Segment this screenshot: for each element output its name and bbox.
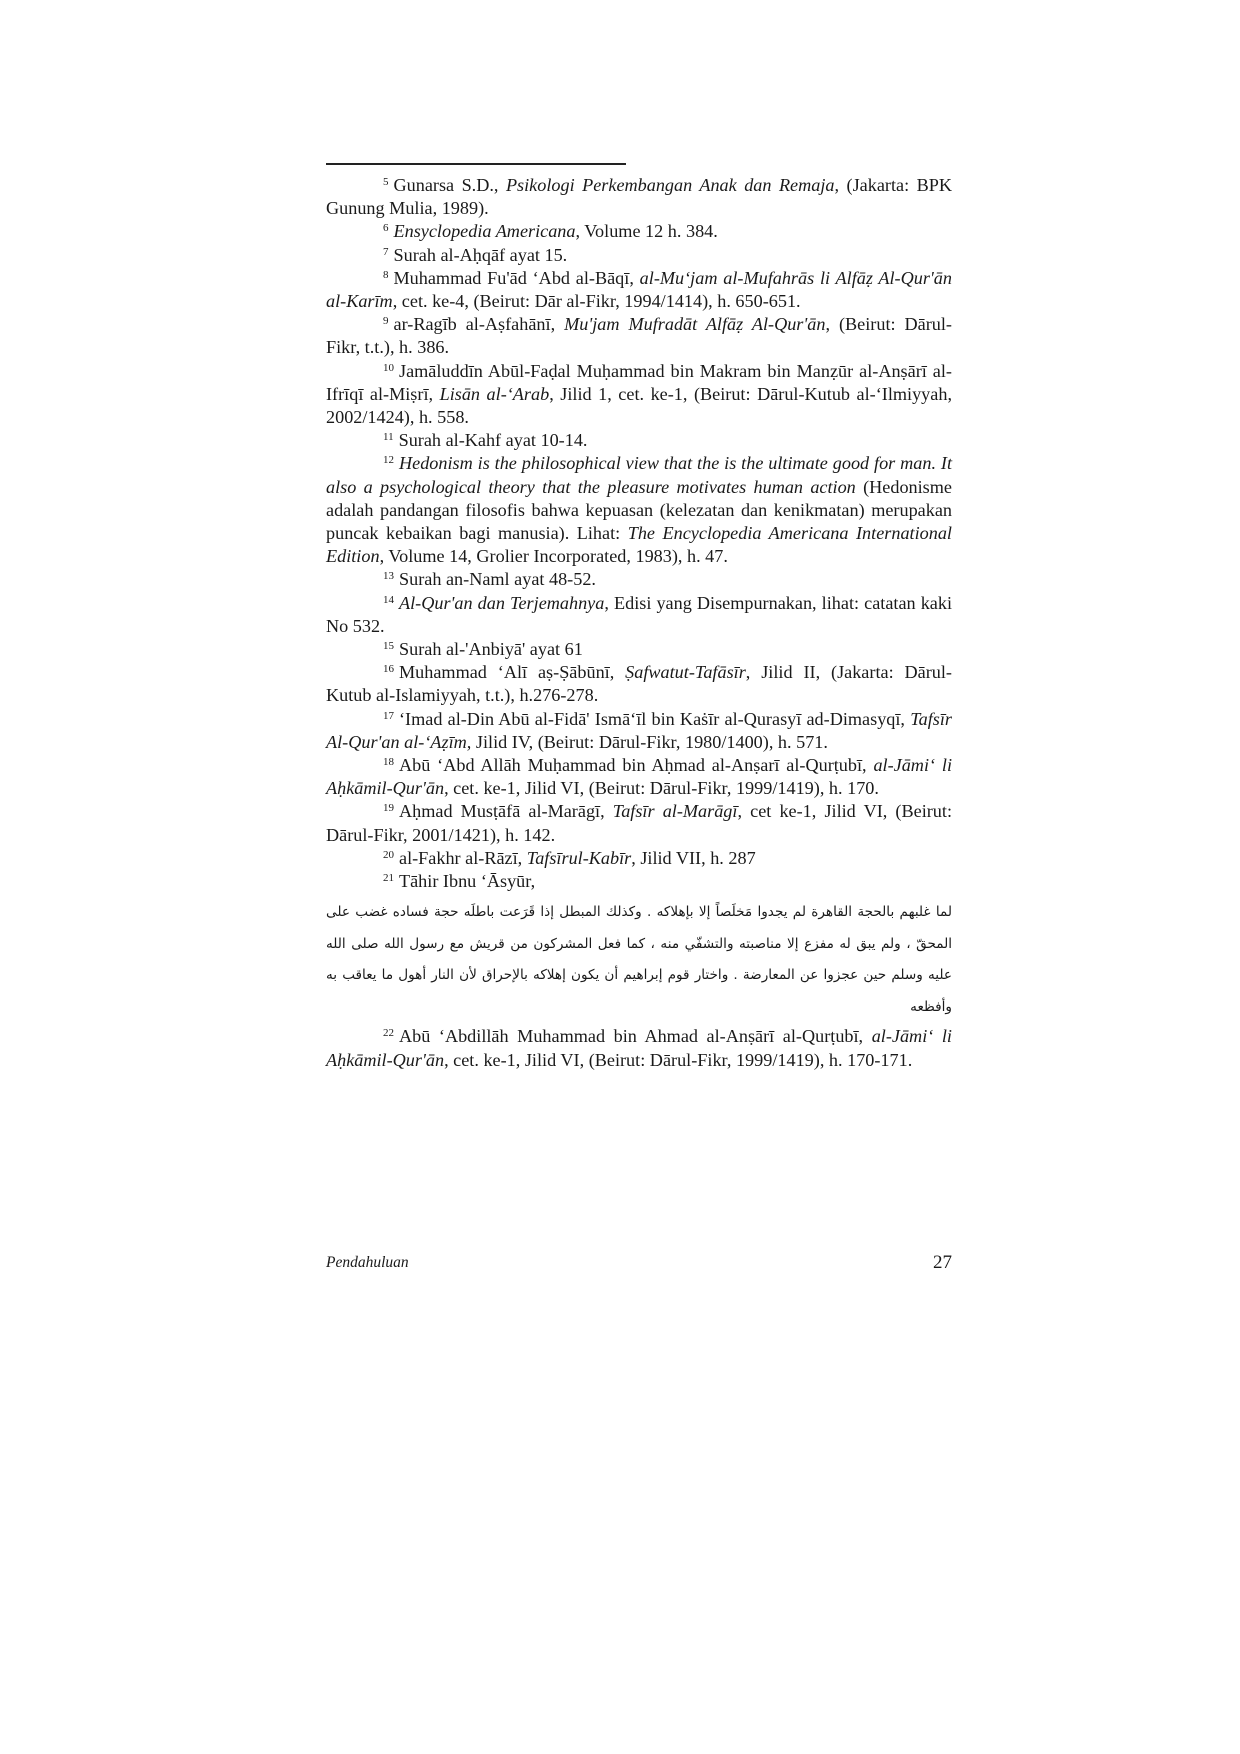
footnote-title-text: Tafsīr Al-Qur'an al-‘Aẓīm, <box>326 708 952 752</box>
footnote-title-text: , Lisān al-‘Arab <box>428 383 550 404</box>
footnote-text: , Volume 12 h. 384. <box>575 221 718 242</box>
footnote-number: 16 <box>383 663 394 676</box>
footnote-number: 9 <box>383 315 389 328</box>
running-head: Pendahuluan <box>326 1254 409 1271</box>
footnote-19 <box>326 800 952 846</box>
footnote-12 <box>326 452 952 568</box>
footnote-5 <box>326 174 952 220</box>
footnote-22 <box>326 1025 952 1071</box>
footnotes-section <box>326 174 952 1072</box>
footnote-separator-rule <box>326 163 626 165</box>
footnote-number: 18 <box>383 756 394 769</box>
footnote-14 <box>326 592 952 638</box>
footnote-text: Abū ‘Abdillāh Muhammad bin Ahmad al-Anṣārī al-Qurṭubī, <box>399 1026 872 1047</box>
footnote-text: (Hedonisme adalah pandangan filosofis bahwa kepuasan (kelezatan dan kenikmatan) merupakan puncak kebaikan bagi manusia). Lihat: <box>326 476 952 544</box>
footnote-text: Aḥmad Musṭāfā al-Marāgī, <box>399 801 613 822</box>
footnote-number: 20 <box>383 848 394 861</box>
footnote-title-text: Tafsīrul-Kabīr <box>526 847 632 868</box>
footnote-title-text: Ensyclopedia Americana <box>393 221 576 242</box>
footnote-text: Surah al-Aḥqāf ayat 15. <box>393 244 568 265</box>
footnote-text: al-Fakhr al-Rāzī, <box>399 847 527 868</box>
footnote-number: 10 <box>383 361 394 374</box>
footnote-title-text: al-Mu‘jam al-Mufahrās li Alfāẓ Al-Qur'ān al-Karīm <box>326 267 952 312</box>
footnote-text: , Edisi yang Disempurnakan, lihat: catatan kaki No 532. <box>326 592 953 636</box>
footnote-11 <box>326 429 952 452</box>
footnote-text: ‘Imad al-Din Abū al-Fidā' Ismā‘īl bin Kaṡīr al-Qurasyī ad-Dimasyqī, <box>399 708 911 729</box>
footnote-10 <box>326 360 952 430</box>
page-footer <box>326 1252 952 1282</box>
footnote-number: 21 <box>383 872 394 885</box>
footnote-title-text: Psikologi Perkembangan Anak dan Remaja <box>505 175 835 195</box>
arabic-quotation: لما غلبهم بالحجة القاهرة لم يجدوا مَخلَصاً إلا بإهلاكه . وكذلك المبطل إذا قَرَعت باطلَه حجة فساده غضب على المحقّ ، ولم يبق له مفزع إلا مناصبته والتشفّي منه ، كما فعل المشركون من قريش مع رسول الله صلى الله عليه وسلم حين عجزوا عن المعارضة . واختار قوم إبراهيم أن يكون إهلاكه بالإحراق لأن النار أهول ما يعاقب به وأفظعه <box>326 904 952 1015</box>
footnote-number: 7 <box>383 245 389 258</box>
footnote-7 <box>326 244 952 267</box>
footnote-text: , cet ke-1, Jilid VI, (Beirut: Dārul-Fikr, 2001/1421), h. 142. <box>326 801 953 845</box>
page-number: 27 <box>933 1252 952 1273</box>
footnote-8 <box>326 267 952 313</box>
footnote-text: , cet. ke-1, Jilid VI, (Beirut: Dārul-Fikr, 1999/1419), h. 170-171. <box>444 1049 913 1070</box>
footnote-text: Tāhir Ibnu ‘Āsyūr, <box>399 871 536 892</box>
footnote-number: 14 <box>383 593 394 606</box>
footnote-text: , Volume 14, Grolier Incorporated, 1983), h. 47. <box>379 546 728 567</box>
footnote-number: 13 <box>383 570 394 583</box>
footnote-text: Abū ‘Abd Allāh Muḥammad bin Aḥmad al-Anṣarī al-Qurṭubī, <box>399 755 874 776</box>
footnote-text: , Jilid VII, h. 287 <box>631 847 756 868</box>
footnote-title-text: Hedonism is the philosophical view that the is the ultimate good for man. It also a psychological theory that the pleasure motivates human action <box>326 453 952 497</box>
footnote-13 <box>326 568 952 591</box>
footnote-text: , Jilid 1, cet. ke-1, (Beirut: Dārul-Kutub al-‘Ilmiyyah, 2002/1424), h. 558. <box>326 383 952 428</box>
footnote-21 <box>326 870 952 893</box>
footnote-number: 17 <box>383 709 394 722</box>
footnote-text: , (Jakarta: BPK Gunung Mulia, 1989). <box>326 175 952 219</box>
footnote-17 <box>326 708 952 754</box>
footnote-title-text: The Encyclopedia Americana International Edition <box>326 523 952 567</box>
footnote-number: 22 <box>383 1027 394 1040</box>
footnote-text: Muhammad Fu'ād ‘Abd al-Bāqī, <box>393 267 640 288</box>
footnote-title-text: Tafsīr al-Marāgī <box>612 801 738 822</box>
footnote-text: , Jilid II, (Jakarta: Dārul-Kutub al-Islamiyyah, t.t.), h.276-278. <box>326 662 952 706</box>
footnote-number: 5 <box>383 176 389 188</box>
footnote-9 <box>326 313 952 359</box>
footnote-text: Surah al-'Anbiyā' ayat 61 <box>399 639 583 660</box>
footnote-number: 8 <box>383 268 389 281</box>
footnote-text: Surah an-Naml ayat 48-52. <box>399 569 596 590</box>
footnote-text: , cet. ke-4, (Beirut: Dār al-Fikr, 1994/1414), h. 650-651. <box>392 291 801 312</box>
footnote-15 <box>326 638 952 661</box>
footnote-number: 19 <box>383 802 394 815</box>
footnote-text: Jamāluddīn Abūl-Faḍal Muḥammad bin Makram bin Manẓūr al-Anṣārī al-Ifrīqī al-Miṣrī <box>326 360 952 404</box>
footnote-text: , cet. ke-1, Jilid VI, (Beirut: Dārul-Fikr, 1999/1419), h. 170. <box>444 778 879 799</box>
footnote-number: 15 <box>383 640 394 653</box>
footnote-20 <box>326 847 952 870</box>
footnote-title-text: al-Jāmi‘ li Aḥkāmil-Qur'ān <box>326 755 952 799</box>
footnote-title-text: Al-Qur'an dan Terjemahnya <box>399 592 605 613</box>
footnote-text: ar-Ragīb al-Aṣfahānī, <box>393 314 565 335</box>
footnote-text: Muhammad ‘Alī aṣ-Ṣābūnī, <box>399 662 626 683</box>
footnote-number: 11 <box>383 431 394 444</box>
footnote-number: 12 <box>383 454 394 467</box>
footnote-text: , (Beirut: Dārul-Fikr, t.t.), h. 386. <box>326 314 952 358</box>
footnote-number: 6 <box>383 222 389 235</box>
footnote-16 <box>326 661 952 707</box>
footnote-text: Jilid IV, (Beirut: Dārul-Fikr, 1980/1400), h. 571. <box>471 731 828 752</box>
footnote-text: Gunarsa S.D., <box>393 175 506 195</box>
footnote-text: Surah al-Kahf ayat 10-14. <box>398 430 588 451</box>
footnote-title-text: al-Jāmi‘ li Aḥkāmil-Qur'ān <box>326 1026 952 1070</box>
footnote-title-text: Ṣafwatut-Tafāsīr <box>625 662 746 683</box>
footnote-18 <box>326 754 952 800</box>
footnote-title-text: Mu'jam Mufradāt Alfāẓ Al-Qur'ān <box>564 314 826 335</box>
footnote-6 <box>326 220 952 243</box>
